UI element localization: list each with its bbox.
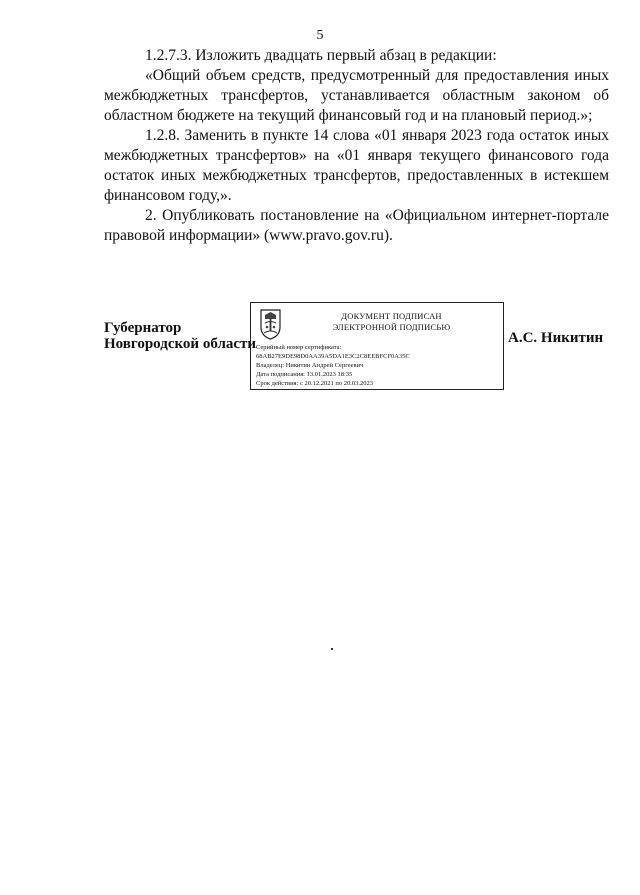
signer-name: А.С. Никитин (508, 330, 604, 346)
serial-value: 68AB27E9DE98D0AA39A5DA1E3C2C8EEBFCF0A35C (256, 353, 410, 360)
signed-date-line: Дата подписания: 13.01.2023 18:35 (256, 371, 353, 378)
signature-block (0, 302, 640, 397)
electronic-signature-stamp (250, 302, 504, 390)
stamp-title-line2: ЭЛЕКТРОННОЙ ПОДПИСЬЮ (332, 322, 451, 332)
signer-position (104, 320, 256, 352)
stamp-title-line1: ДОКУМЕНТ ПОДПИСАН (341, 311, 442, 321)
validity-line: Срок действия: с 20.12.2021 по 20.03.2023 (256, 380, 373, 387)
stamp-title (289, 311, 494, 333)
paragraph-1-2-8: 1.2.8. Заменить в пункте 14 слова «01 января 2023 года остаток иных межбюджетных трансфертов» на «01 января текущего финансового года остаток иных межбюджетных трансфертов, предоставленных в истекшем финансовом году,». (104, 127, 609, 204)
serial-label: Серийный номер сертификата: (256, 344, 342, 351)
scan-dot (331, 648, 333, 650)
coat-of-arms-icon (257, 307, 284, 341)
paragraph-1-2-7-3: 1.2.7.3. Изложить двадцать первый абзац в редакции: (145, 47, 497, 64)
stamp-details (256, 343, 410, 388)
owner-line: Владелец: Никитин Андрей Сергеевич (256, 362, 364, 369)
paragraph-2: 2. Опубликовать постановление на «Официальном интернет-портале правовой информации» (www.pravo.gov.ru). (104, 207, 609, 244)
page-number: 5 (316, 28, 324, 43)
quoted-paragraph: «Общий объем средств, предусмотренный для предоставления иных межбюджетных трансфертов, устанавливается областным законом об областном бюджете на текущий финансовый год и на плановый период.»; (104, 67, 609, 124)
signer-position-line2: Новгородской области (104, 336, 257, 352)
document-body (104, 46, 609, 246)
signer-position-line1: Губернатор (104, 320, 182, 336)
